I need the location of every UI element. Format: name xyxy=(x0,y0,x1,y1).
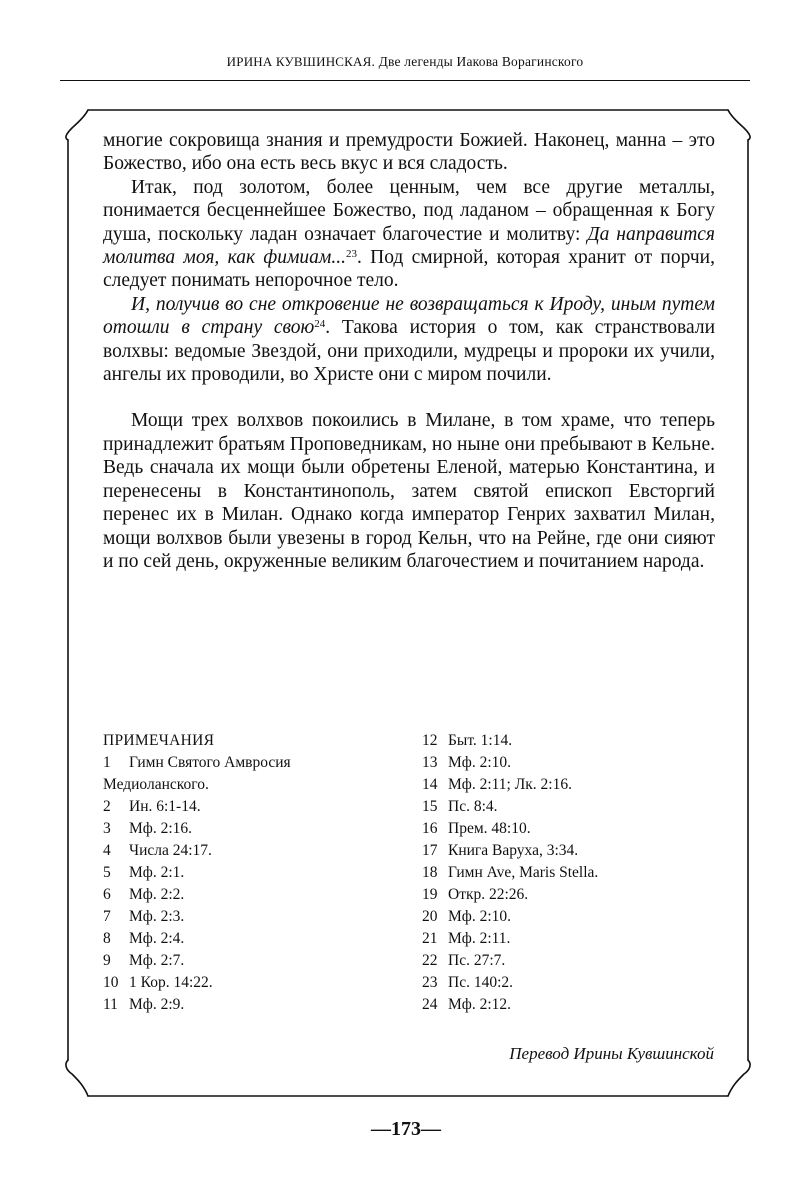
note-number: 13 xyxy=(422,754,438,771)
note-item xyxy=(422,818,722,840)
notes-list-right xyxy=(422,730,722,1016)
note-number: 11 xyxy=(103,996,118,1013)
note-reference: Пс. 140:2. xyxy=(448,974,514,991)
paragraph-2 xyxy=(103,176,715,293)
note-item xyxy=(422,752,722,774)
note-reference: 1 Кор. 14:22. xyxy=(129,974,213,991)
note-number: 14 xyxy=(422,776,438,793)
page-number: —173— xyxy=(371,1118,441,1140)
note-number: 1 xyxy=(103,754,111,771)
note-reference: Мф. 2:10. xyxy=(448,754,512,771)
note-reference: Книга Варуха, 3:34. xyxy=(448,842,579,859)
note-number: 23 xyxy=(422,974,438,991)
note-number: 18 xyxy=(422,864,438,881)
note-item xyxy=(103,796,403,818)
note-reference: Мф. 2:16. xyxy=(129,820,193,837)
note-item xyxy=(103,906,403,928)
note-reference: Мф. 2:4. xyxy=(129,930,185,947)
note-number: 7 xyxy=(103,908,111,925)
notes-title: ПРИМЕЧАНИЯ xyxy=(103,732,215,749)
footnote-ref-23: 23 xyxy=(346,248,357,261)
note-reference: Мф. 2:7. xyxy=(129,952,185,969)
note-number: 8 xyxy=(103,930,111,947)
note-item xyxy=(422,950,722,972)
note-item xyxy=(103,994,403,1016)
note-item xyxy=(422,884,722,906)
note-item xyxy=(422,994,722,1016)
note-item xyxy=(103,950,403,972)
note-number: 12 xyxy=(422,732,438,749)
note-number: 9 xyxy=(103,952,111,969)
note-reference: Мф. 2:10. xyxy=(448,908,512,925)
note-reference: Мф. 2:9. xyxy=(129,996,185,1013)
note-continuation: Медиоланского. xyxy=(103,776,209,793)
note-number: 19 xyxy=(422,886,438,903)
note-reference: Числа 24:17. xyxy=(129,842,212,859)
note-reference: Гимн Святого Амвросия xyxy=(129,754,291,771)
note-reference: Прем. 48:10. xyxy=(448,820,531,837)
note-reference: Пс. 8:4. xyxy=(448,798,498,815)
note-reference: Откр. 22:26. xyxy=(448,886,529,903)
note-item xyxy=(103,840,403,862)
note-item xyxy=(103,972,403,994)
note-reference: Мф. 2:12. xyxy=(448,996,512,1013)
header-author: ИРИНА КУВШИНСКАЯ xyxy=(226,54,372,69)
paragraph-2-text-b: . Под смирной, которая хранит от порчи, следует понимать непорочное тело. xyxy=(103,247,715,292)
header-title: Две легенды Иакова Ворагинского xyxy=(378,54,584,69)
paragraph-2-text-a: Итак, под золотом, более ценным, чем все другие металлы, понимается бесценнейшее Божество, под ладаном – обращенная к Богу душа, поскольку ладан означает благочестие и молитву: xyxy=(103,176,715,245)
note-reference: Мф. 2:1. xyxy=(129,864,185,881)
translator-credit: Перевод Ирины Кувшинской xyxy=(509,1044,714,1063)
note-item xyxy=(422,928,722,950)
note-number: 16 xyxy=(422,820,438,837)
note-item xyxy=(103,884,403,906)
note-item xyxy=(103,862,403,884)
note-item xyxy=(422,906,722,928)
note-reference: Быт. 1:14. xyxy=(448,732,513,749)
header-separator: . xyxy=(371,54,379,69)
note-number: 17 xyxy=(422,842,438,859)
notes-column-right xyxy=(422,730,722,1016)
note-number: 3 xyxy=(103,820,111,837)
psalm-quote: Да направится молитва моя, как фимиам... xyxy=(103,223,715,269)
article-body xyxy=(103,129,715,573)
note-reference: Гимн Ave, Maris Stella. xyxy=(448,864,599,881)
note-item xyxy=(422,840,722,862)
note-item xyxy=(422,730,722,752)
note-reference: Ин. 6:1-14. xyxy=(129,798,201,815)
note-number: 6 xyxy=(103,886,111,903)
note-number: 21 xyxy=(422,930,438,947)
note-number: 10 xyxy=(103,974,119,991)
note-number: 15 xyxy=(422,798,438,815)
header-rule xyxy=(60,80,750,81)
running-header xyxy=(60,54,750,70)
note-number: 4 xyxy=(103,842,111,859)
note-item xyxy=(103,928,403,950)
paragraph-3-text: . Такова история о том, как странствовали волхвы: ведомые Звездой, они приходили, мудрецы и пророки их учили, ангелы их проводили, во Христе они с миром почили. xyxy=(103,317,716,386)
note-reference: Пс. 27:7. xyxy=(448,952,506,969)
note-reference: Мф. 2:11; Лк. 2:16. xyxy=(448,776,572,793)
paragraph-3 xyxy=(103,293,715,387)
note-reference: Мф. 2:3. xyxy=(129,908,185,925)
notes-list-left xyxy=(103,752,403,1016)
note-number: 22 xyxy=(422,952,438,969)
note-item xyxy=(422,972,722,994)
note-item xyxy=(422,862,722,884)
note-number: 2 xyxy=(103,798,111,815)
gospel-quote: И, получив во сне откровение не возвращаться к Ироду, иным путем отошли в страну свою xyxy=(103,293,715,339)
note-number: 20 xyxy=(422,908,438,925)
paragraph-4: Мощи трех волхвов покоились в Милане, в том храме, что теперь принадлежит братьям Проповедникам, но ныне они пребывают в Кельне. Ведь сначала их мощи были обретены Еленой, матерью Константина, и перенесены в Константинополь, затем святой епископ Евсторгий перенес их в Милан. Однако когда император Генрих захватил Милан, мощи волхвов были увезены в город Кельн, что на Рейне, где они сияют и по сей день, окруженные великим благочестием и почитанием народа. xyxy=(103,410,715,572)
note-item xyxy=(422,774,722,796)
footnote-ref-24: 24 xyxy=(314,318,326,331)
note-number: 5 xyxy=(103,864,111,881)
notes-column-left xyxy=(103,730,403,1016)
note-item xyxy=(103,752,403,774)
paragraph-1: многие сокровища знания и премудрости Божией. Наконец, манна – это Божество, ибо она есть весь вкус и вся сладость. xyxy=(103,130,715,175)
note-number: 24 xyxy=(422,996,438,1013)
note-reference: Мф. 2:2. xyxy=(129,886,185,903)
note-reference: Мф. 2:11. xyxy=(448,930,511,947)
note-item xyxy=(103,818,403,840)
note-item xyxy=(422,796,722,818)
